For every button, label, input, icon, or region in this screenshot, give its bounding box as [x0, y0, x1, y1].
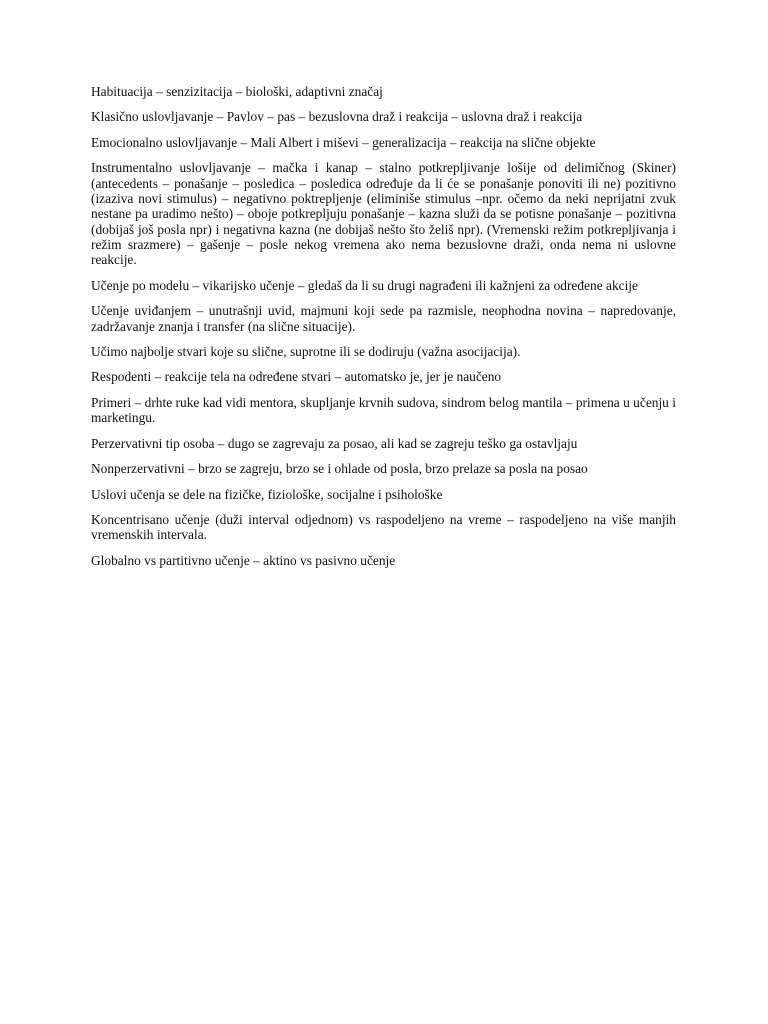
paragraph-uslovi-ucenja: Uslovi učenja se dele na fizičke, fiziološke, socijalne i psihološke: [91, 486, 443, 502]
paragraph-instrumentalno-uslovljavanje: Instrumentalno uslovljavanje – mačka i kanap – stalno potkrepljivanje lošije od delimičnog (Skiner) (antecedents – ponašanje – posledica – posledica određuje da li će se ponašanje ponoviti ili ne) pozitivno (izaziva novi stimulus) – negativno poktrepljenje (eliminiše stimulus –npr. očemo da neki neprijatni zvuk nestane pa uradimo nešto) – oboje potkrepljuju ponašanje – kazna služi da se potisne ponašanje – pozitivna (dobijaš još posla npr) i negativna kazna (ne dobijaš nešto što želiš npr). (Vremenski režim potkrepljivanja i režim srazmere) – gašenje – posle nekog vremena ako nema bezuslovne draži, onda nema ni uslovne reakcije.: [91, 160, 676, 268]
document-page: [91, 84, 676, 578]
paragraph-emocionalno-uslovljavanje: Emocionalno uslovljavanje – Mali Albert i miševi – generalizacija – reakcija na slične objekte: [91, 134, 596, 150]
paragraph-habituacija: Habituacija – senzizitacija – biološki, adaptivni značaj: [91, 84, 383, 99]
paragraph-klasicno-uslovljavanje: Klasično uslovljavanje – Pavlov – pas – bezuslovna draž i reakcija – uslovna draž i reakcija: [91, 109, 583, 125]
paragraph-nonperzervativni: Nonperzervativni – brzo se zagreju, brzo se i ohlade od posla, brzo prelaze sa posla na posao: [91, 461, 588, 477]
paragraph-ucenje-uvidjanjem: Učenje uviđanjem – unutrašnji uvid, majmuni koji sede pa razmisle, neophodna novina – napredovanje, zadržavanje znanja i transfer (na slične situacije).: [91, 303, 676, 334]
paragraph-primeri: Primeri – drhte ruke kad vidi mentora, skupljanje krvnih sudova, sindrom belog mantila – primena u učenju i marketingu.: [91, 394, 676, 426]
paragraph-respodenti: Respodenti – reakcije tela na određene stvari – automatsko je, jer je naučeno: [91, 369, 502, 385]
paragraph-ucenje-po-modelu: Učenje po modelu – vikarijsko učenje – gledaš da li su drugi nagrađeni ili kažnjeni za određene akcije: [91, 277, 638, 293]
paragraph-perzervativni: Perzervativni tip osoba – dugo se zagrevaju za posao, ali kad se zagreju teško ga ostavljaju: [91, 435, 578, 451]
paragraph-asocijacija: Učimo najbolje stvari koje su slične, suprotne ili se dodiruju (važna asocijacija).: [91, 343, 521, 359]
paragraph-koncentrisano-ucenje: Koncentrisano učenje (duži interval odjednom) vs raspodeljeno na vreme – raspodeljeno na više manjih vremenskih intervala.: [91, 512, 676, 543]
paragraph-globalno-vs-partitivno: Globalno vs partitivno učenje – aktino vs pasivno učenje: [91, 552, 396, 568]
